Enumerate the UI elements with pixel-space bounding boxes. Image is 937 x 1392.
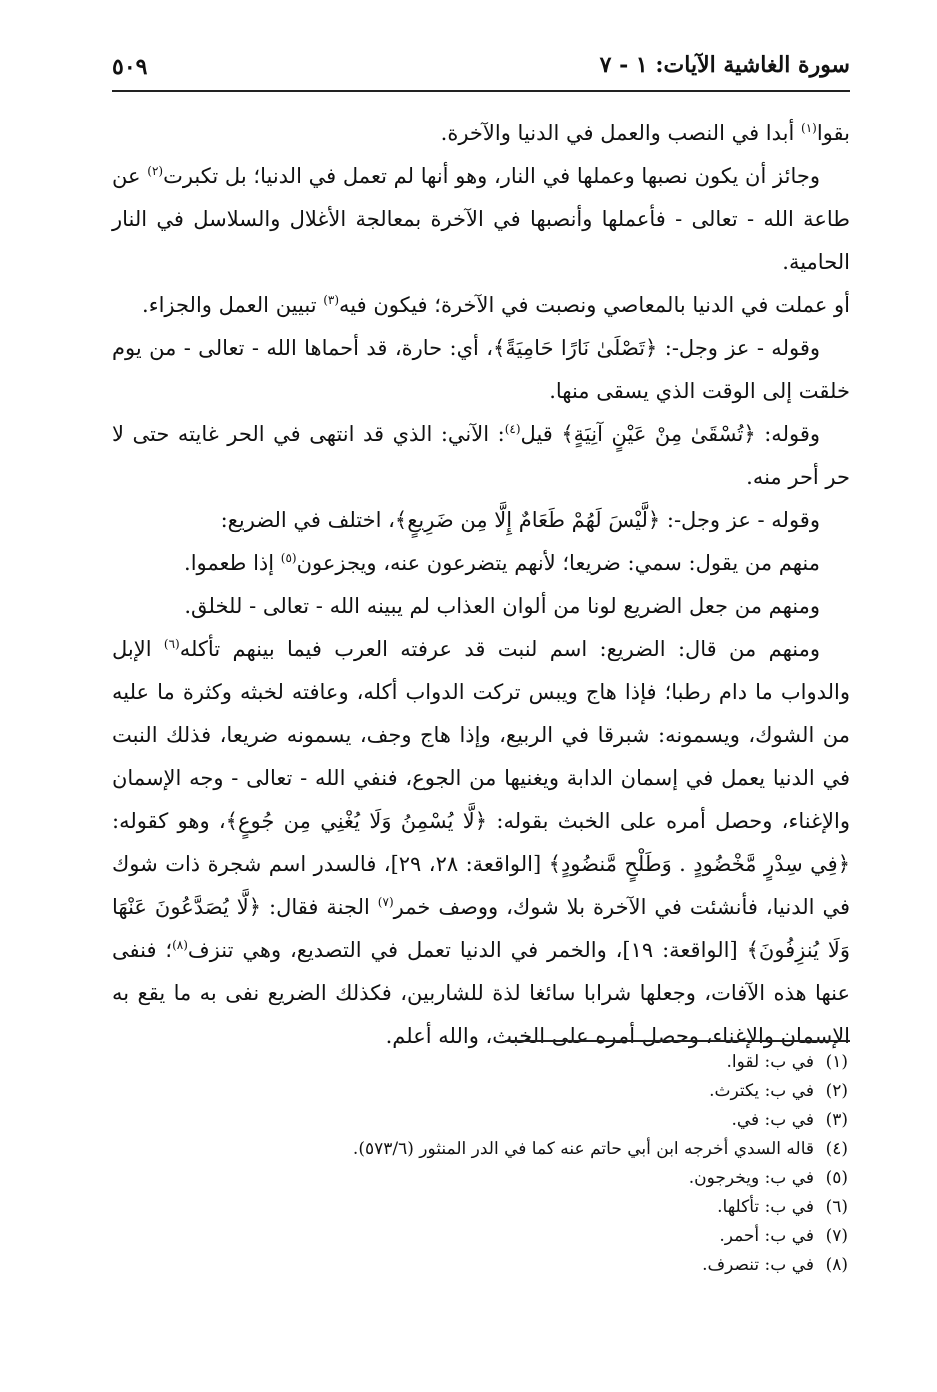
- footnote-text: قاله السدي أخرجه ابن أبي حاتم عنه كما في الدر المنثور (٥٧٣/٦).: [352, 1139, 814, 1159]
- footnote-ref: (٨): [172, 938, 188, 952]
- paragraph-text: : الآني: الذي قد انتهى في الحر غايته حتى لا حر أحر منه.: [112, 422, 850, 489]
- paragraph-text: أو عملت في الدنيا بالمعاصي ونصبت في الآخرة؛ فيكون فيه: [339, 293, 850, 317]
- footnotes: [112, 1048, 848, 1280]
- footnote-text: في ب: في.: [731, 1110, 814, 1130]
- footnote-number: (٧): [825, 1226, 848, 1246]
- footnote-ref: (٦): [163, 637, 180, 651]
- paragraph-text: وجائز أن يكون نصبها وعملها في النار، وهو أنها لم تعمل في الدنيا؛ بل تكبرت: [163, 164, 820, 188]
- paragraph-text: ومنهم من قال: الضريع: اسم لنبت قد عرفته العرب فيما بينهم تأكله: [179, 637, 820, 661]
- footnote-text: في ب: يكترث.: [709, 1081, 814, 1101]
- paragraph-text: وقوله - عز وجل-: ﴿تَصْلَىٰ نَارًا حَامِيَةً﴾، أي: حارة، قد أحماها الله - تعالى - من يوم خلقت إلى الوقت الذي يسقى منها.: [112, 336, 850, 403]
- paragraph-text: أبدا في النصب والعمل في الدنيا والآخرة.: [440, 121, 802, 145]
- footnote-ref: (٢): [147, 164, 164, 178]
- footnote-text: في ب: تنصرف.: [702, 1255, 814, 1275]
- footnote-number: (٣): [825, 1110, 848, 1130]
- paragraph: [112, 155, 850, 284]
- paragraph-text: الإبل والدواب ما دام رطبا؛ فإذا هاج ويبس تركت الدواب أكله، وعافته لخبثه وكثرة ما عليه من الشوك، ويسمونه: شبرقا في الربيع، وإذا هاج وجف، يسمونه ضريعا، فذلك النبت في الدنيا يعمل في إسمان الدابة ويغنيها من الجوع، فنفي الله - تعالى - وجه الإسمان والإغناء، وحصل أمره على الخبث بقوله: ﴿لَّا يُسْمِنُ وَلَا يُغْنِي مِن جُوعٍ﴾، وهو كقوله: ﴿فِي سِدْرٍ مَّخْضُودٍ . وَطَلْحٍ مَّنضُودٍ﴾ [الواقعة: ٢٨، ٢٩]، فالسدر اسم شجرة ذات شوك في الدنيا، فأنشئت في الآخرة بلا شوك، ووصف خمر: [112, 637, 851, 919]
- footnote-number: (١): [825, 1052, 848, 1072]
- footnote: [112, 1077, 848, 1106]
- paragraph-text: بقوا: [816, 121, 850, 145]
- main-text: [112, 112, 850, 1058]
- page-number: ٥٠٩: [112, 54, 148, 80]
- paragraph-text: عن طاعة الله - تعالى - فأعملها وأنصبها في الآخرة بمعالجة الأغلال والسلاسل في النار الحامية.: [112, 164, 850, 274]
- footnote: [112, 1193, 848, 1222]
- paragraph: [112, 284, 850, 327]
- paragraph: [112, 327, 850, 413]
- running-title: سورة الغاشية الآيات: ١ - ٧: [599, 52, 850, 78]
- paragraph: [112, 542, 850, 585]
- paragraph-text: الجنة فقال: ﴿لَّا يُصَدَّعُونَ عَنْهَا وَلَا يُنزِفُونَ﴾ [الواقعة: ١٩]، والخمر في الدنيا تعمل في التصديع، وهي تنزف: [112, 895, 851, 962]
- footnote: [112, 1222, 848, 1251]
- footnote-number: (٤): [825, 1139, 848, 1159]
- footnote: [112, 1135, 848, 1164]
- paragraph-text: ؛ فنفى عنها هذه الآفات، وجعلها شرابا سائغا لذة للشاربين، فكذلك الضريع نفى به ما يقع به الإسمان والإغناء، وحصل أمره على الخبث، والله أعلم.: [112, 938, 850, 1048]
- footnote-ref: (٣): [323, 293, 340, 307]
- footnote: [112, 1106, 848, 1135]
- footnote-ref: (٤): [504, 422, 521, 436]
- paragraph: [112, 585, 850, 628]
- paragraph: [112, 499, 850, 542]
- footnote-text: في ب: تأكلها.: [717, 1197, 814, 1217]
- page-header: [112, 46, 850, 92]
- footnote: [112, 1164, 848, 1193]
- footnote-text: في ب: لقوا.: [726, 1052, 814, 1072]
- footnote-ref: (٥): [280, 551, 297, 565]
- footnote-number: (٦): [825, 1197, 848, 1217]
- footnote-ref: (١): [801, 121, 817, 135]
- paragraph: [112, 112, 850, 155]
- paragraph-text: إذا طعموا.: [184, 551, 281, 575]
- paragraph: [112, 413, 850, 499]
- footnote-number: (٢): [825, 1081, 848, 1101]
- footnote: [112, 1251, 848, 1280]
- paragraph-text: ومنهم من جعل الضريع لونا من ألوان العذاب لم يبينه الله - تعالى - للخلق.: [184, 594, 820, 618]
- footnote-text: في ب: ويخرجون.: [688, 1168, 814, 1188]
- footnote-number: (٥): [825, 1168, 848, 1188]
- paragraph-text: منهم من يقول: سمي: ضريعا؛ لأنهم يتضرعون عنه، ويجزعون: [296, 551, 820, 575]
- footnote-text: في ب: أحمر.: [719, 1226, 814, 1246]
- footnote-divider: [505, 1040, 850, 1042]
- footnote: [112, 1048, 848, 1077]
- paragraph-text: تبيين العمل والجزاء.: [142, 293, 324, 317]
- paragraph-text: وقوله - عز وجل-: ﴿لَّيْسَ لَهُمْ طَعَامٌ إِلَّا مِن ضَرِيعٍ﴾، اختلف في الضريع:: [220, 508, 820, 532]
- footnote-number: (٨): [825, 1255, 848, 1275]
- footnote-ref: (٧): [377, 895, 394, 909]
- paragraph-text: وقوله: ﴿تُسْقَىٰ مِنْ عَيْنٍ آنِيَةٍ﴾ قيل: [520, 422, 820, 446]
- paragraph: [112, 628, 850, 1058]
